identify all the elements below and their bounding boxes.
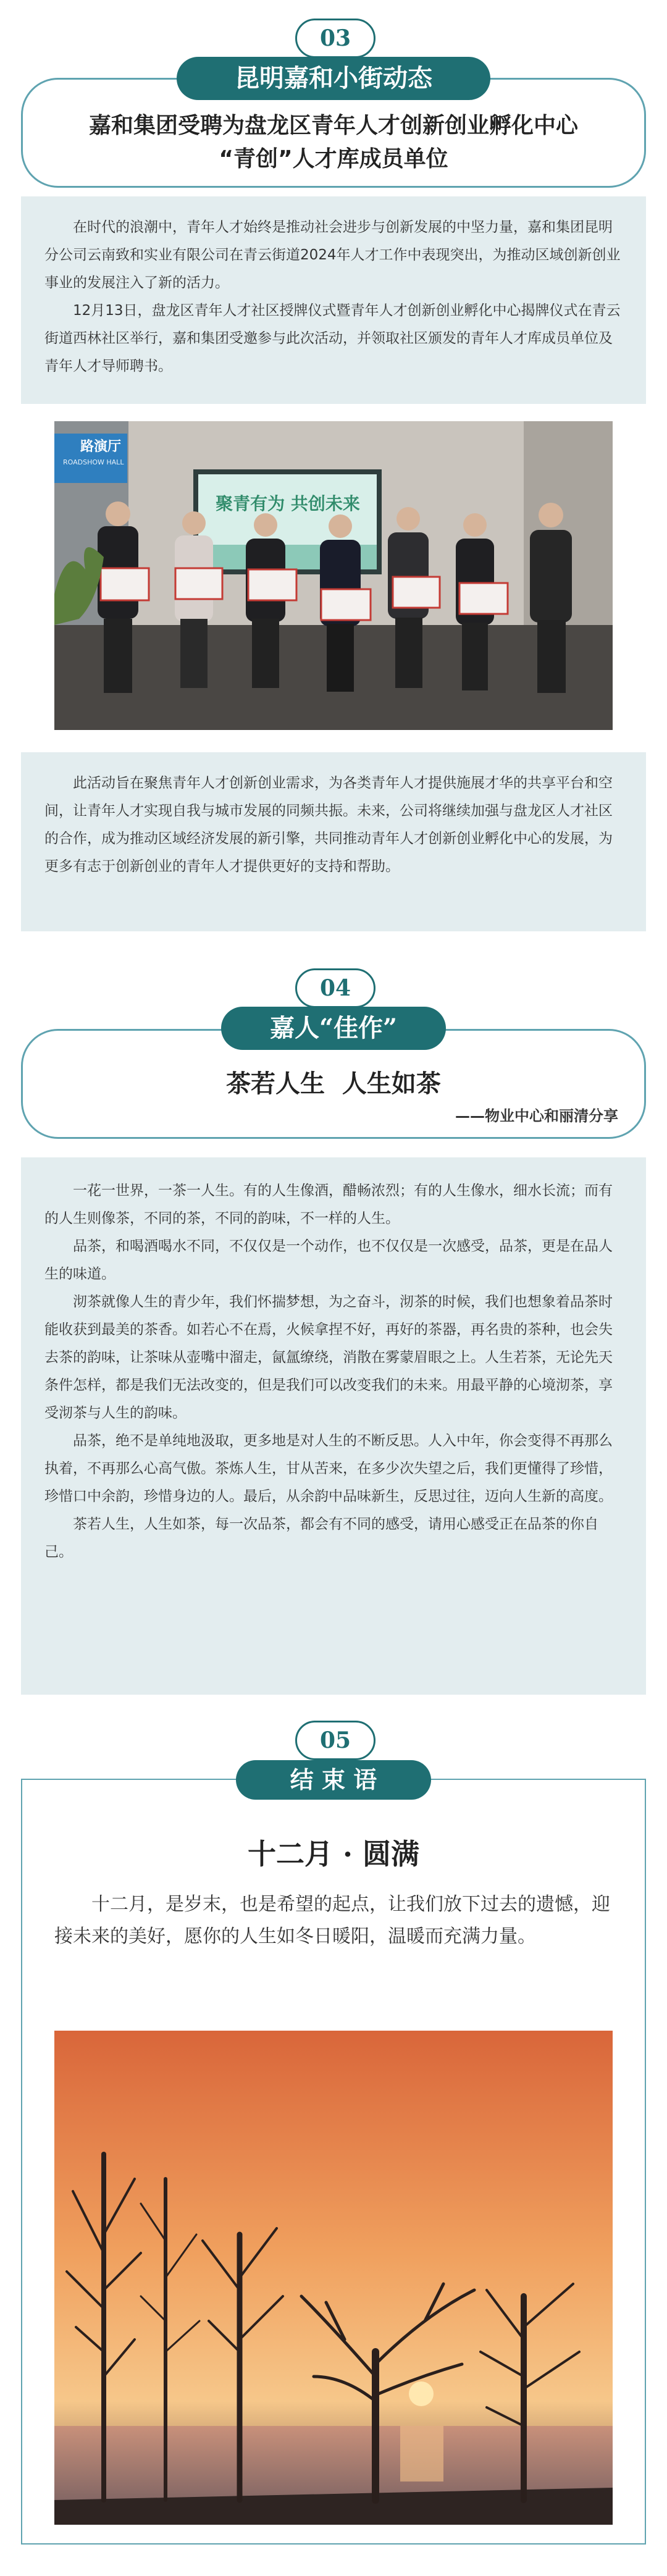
essay-paragraph-5: 茶若人生，人生如茶，每一次品茶，都会有不同的感受，请用心感受正在品茶的你自己。 xyxy=(44,1516,598,1560)
screen-banner-text: 聚青有为 共创未来 xyxy=(216,493,360,514)
sunset-photo xyxy=(54,2031,613,2525)
conclusion-title: 十二月 · 圆满 xyxy=(247,1837,420,1871)
section-title-pill: 嘉人“佳作” xyxy=(221,1007,446,1050)
essay-paragraph-1: 一花一世界，一茶一人生。有的人生像酒，醋畅浓烈；有的人生像水，细水长流；而有的人生则像茶，不同的茶，不同的韵味，不一样的人生。 xyxy=(44,1183,613,1227)
headline-line-2: “青创”人才库成员单位 xyxy=(219,146,448,172)
intro-text-panel xyxy=(21,196,646,404)
section-title-pill: 结 束 语 xyxy=(236,1760,431,1800)
conclusion-paragraph: 十二月，是岁末，也是希望的起点，让我们放下过去的遗憾，迎接未来的美好，愿你的人生如冬日暖阳，温暖而充满力量。 xyxy=(54,1894,610,1947)
roadshow-sign: 路演厅 xyxy=(80,439,122,455)
intro-paragraph-2: 12月13日，盘龙区青年人才社区授牌仪式暨青年人才创新创业孵化中心揭牌仪式在青云街道西林社区举行，嘉和集团受邀参与此次活动，并领取社区颁发的青年人才库成员单位及青年人才导师聘书。 xyxy=(44,303,621,374)
award-ceremony-photo xyxy=(54,421,613,730)
section-title-pill: 昆明嘉和小街动态 xyxy=(177,57,490,100)
roadshow-sign-sub: ROADSHOW HALL xyxy=(63,458,124,466)
section-number-04: 04 xyxy=(295,968,375,1008)
essay-byline: ——物业中心和丽清分享 xyxy=(455,1107,618,1125)
essay-text-panel xyxy=(21,1157,646,1695)
essay-paragraph-4: 品茶，绝不是单纯地汲取，更多地是对人生的不断反思。人入中年，你会变得不再那么执着，不再那么心高气傲。茶炼人生，甘从苦来，在多少次失望之后，我们更懂得了珍惜，珍惜口中余韵，珍惜身边的人。最后，从余韵中品味新生，反思过往，迈向人生新的高度。 xyxy=(44,1433,613,1504)
essay-paragraph-2: 品茶，和喝酒喝水不同，不仅仅是一个动作，也不仅仅是一次感受，品茶，更是在品人生的味道。 xyxy=(44,1238,613,1282)
section-number-03: 03 xyxy=(295,19,375,58)
essay-paragraph-3: 沏茶就像人生的青少年，我们怀揣梦想，为之奋斗，沏茶的时候，我们也想象着品茶时能收获到最美的茶香。如若心不在焉，火候拿捏不好，再好的茶器，再名贵的茶种，也会失去茶的韵味，让茶味从壶嘴中溜走，氤氲缭绕，消散在雾蒙眉眼之上。人生若茶，无论先天条件怎样，都是我们无法改变的，但是我们可以改变我们的未来。用最平静的心境沏茶，享受沏茶与人生的韵味。 xyxy=(44,1294,613,1421)
closing-paragraph: 此活动旨在聚焦青年人才创新创业需求，为各类青年人才提供施展才华的共享平台和空间，让青年人才实现自我与城市发展的同频共振。未来，公司将继续加强与盘龙区人才社区的合作，成为推动区域经济发展的新引擎，共同推动青年人才创新创业孵化中心的发展，为更多有志于创新创业的青年人才提供更好的支持和帮助。 xyxy=(44,775,613,875)
section-number-05: 05 xyxy=(295,1721,375,1760)
essay-title: 茶若人生 人生如茶 xyxy=(226,1069,441,1098)
headline-line-1: 嘉和集团受聘为盘龙区青年人才创新创业孵化中心 xyxy=(88,113,578,138)
closing-text-panel xyxy=(21,752,646,931)
intro-paragraph-1: 在时代的浪潮中，青年人才始终是推动社会进步与创新发展的中坚力量，嘉和集团昆明分公司云南致和实业有限公司在青云街道2024年人才工作中表现突出，为推动区域创新创业事业的发展注入了新的活力。 xyxy=(44,219,621,291)
